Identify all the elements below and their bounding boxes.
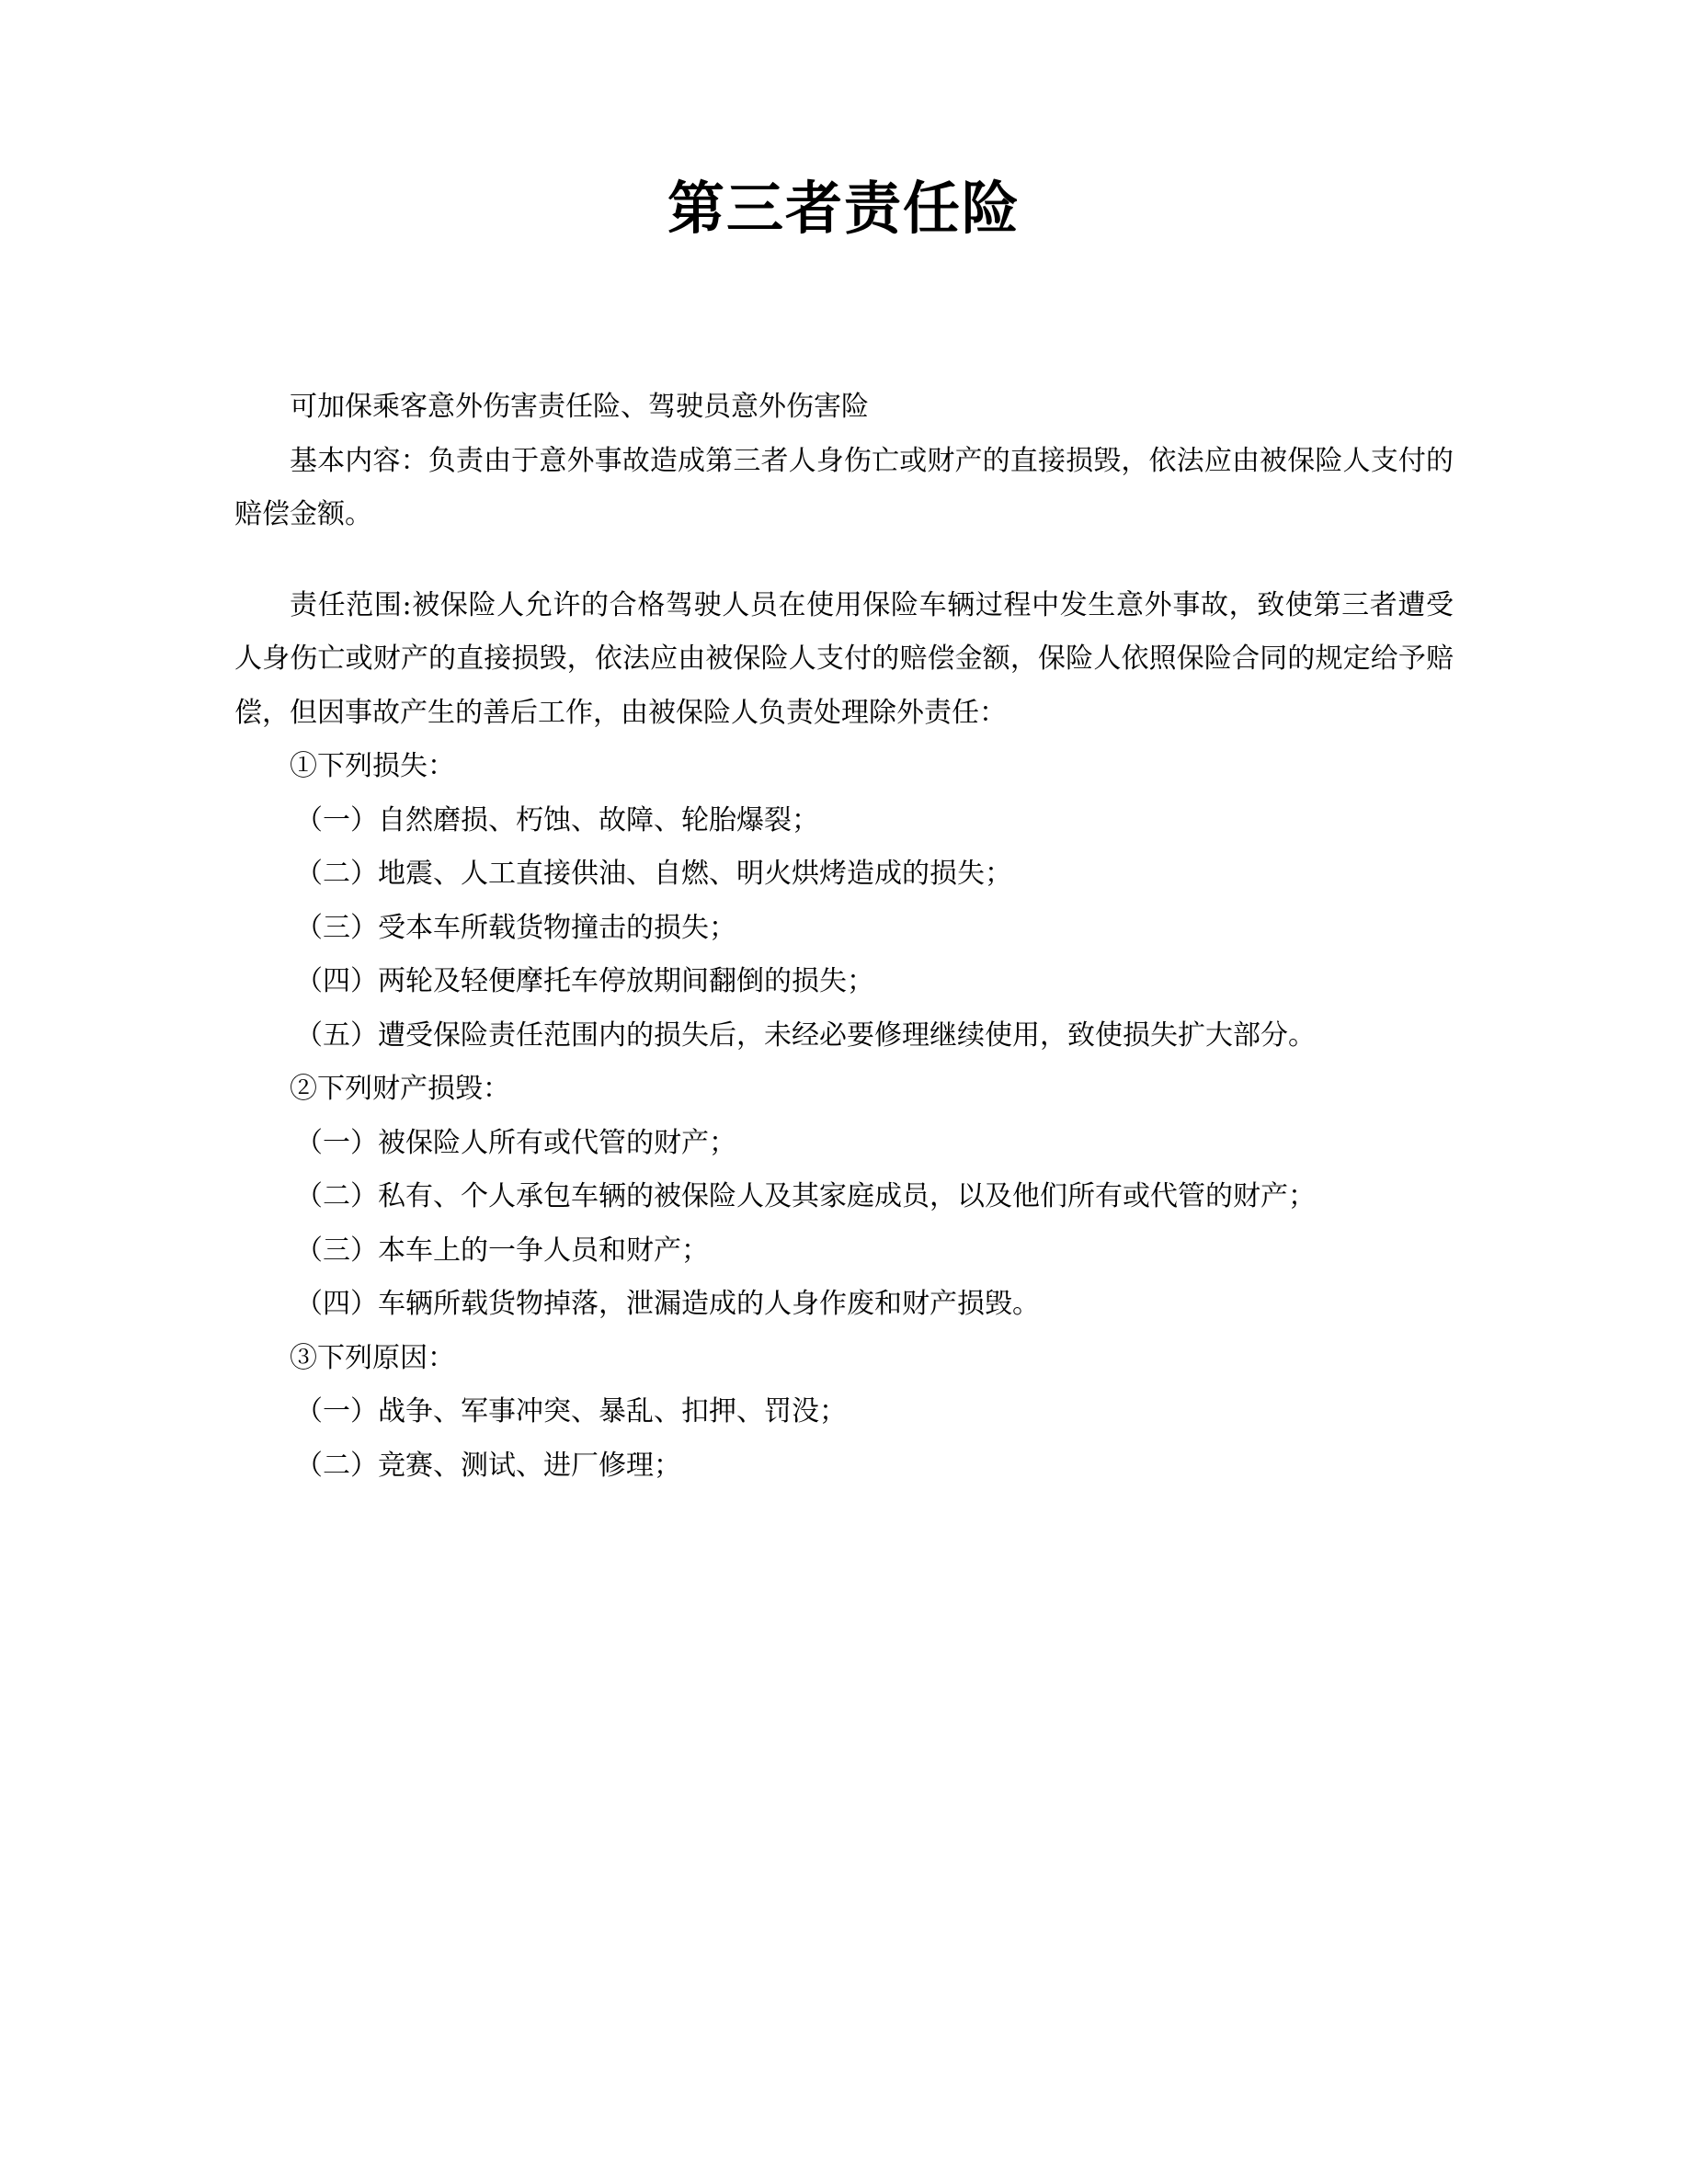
list-item-property-3: （三）本车上的一争人员和财产； <box>295 1234 709 1267</box>
paragraph-liability-scope: 责任范围:被保险人允许的合格驾驶人员在使用保险车辆过程中发生意外事故，致使第三者遭受人身伤亡或财产的直接损毁，依法应由被保险人支付的赔偿金额，保险人依照保险合同的规定给予赔偿，但因事故产生的善后工作，由被保险人负责处理除外责任： <box>234 588 1454 729</box>
list-item-property-4: （四）车辆所载货物掉落，泄漏造成的人身作废和财产损毁。 <box>295 1288 1040 1321</box>
list-item-property-heading: ②下列财产损毁： <box>290 1073 510 1106</box>
list-item-losses-1: （一）自然磨损、朽蚀、故障、轮胎爆裂； <box>295 803 819 836</box>
paragraph-basic-content: 基本内容：负责由于意外事故造成第三者人身伤亡或财产的直接损毁，依法应由被保险人支付的赔偿金额。 <box>234 444 1454 531</box>
list-item-losses-3: （三）受本车所载货物撞击的损失； <box>295 911 736 944</box>
paragraph-gap <box>234 542 1454 579</box>
list-item-causes-1: （一）战争、军事冲突、暴乱、扣押、罚没； <box>295 1395 847 1428</box>
list-item-losses-heading: ①下列损失： <box>290 750 455 783</box>
list-item-losses-4: （四）两轮及轻便摩托车停放期间翻倒的损失； <box>295 965 874 998</box>
page-title: 第三者责任险 <box>667 175 1021 242</box>
list-item-losses-5: （五）遭受保险责任范围内的损失后，未经必要修理继续使用，致使损失扩大部分。 <box>295 1018 1316 1052</box>
list-item-property-1: （一）被保险人所有或代管的财产； <box>295 1126 736 1159</box>
list-item-causes-heading: ③下列原因： <box>290 1341 455 1374</box>
document-body <box>234 381 1454 1493</box>
list-item-losses-2: （二）地震、人工直接供油、自燃、明火烘烤造成的损失； <box>295 858 1012 891</box>
title-spacer <box>234 243 1454 381</box>
paragraph-intro-coverage: 可加保乘客意外伤害责任险、驾驶员意外伤害险 <box>290 391 869 424</box>
list-item-causes-2: （二）竞赛、测试、进厂修理； <box>295 1449 681 1482</box>
list-item-property-2: （二）私有、个人承包车辆的被保险人及其家庭成员，以及他们所有或代管的财产； <box>295 1180 1316 1213</box>
